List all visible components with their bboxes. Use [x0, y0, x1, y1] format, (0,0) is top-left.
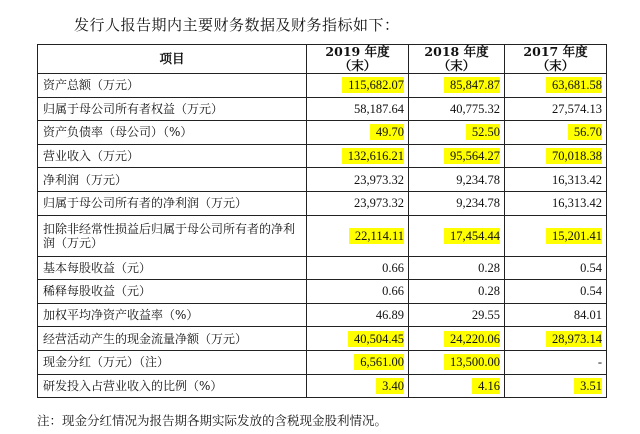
- row-value-cell: [307, 215, 409, 256]
- row-value: 0.28: [478, 284, 500, 299]
- row-value: 24,220.06: [444, 331, 500, 347]
- row-value-cell: [505, 280, 607, 304]
- row-value: 22,114.11: [349, 228, 404, 244]
- row-value: 63,681.58: [546, 77, 602, 93]
- table-row: [38, 144, 607, 168]
- row-value: -: [597, 355, 602, 370]
- table-row: [38, 215, 607, 256]
- row-value-cell: [505, 74, 607, 98]
- row-value-cell: [505, 350, 607, 374]
- row-value-cell: [307, 374, 409, 398]
- row-value-cell: [409, 215, 505, 256]
- row-value-cell: [505, 215, 607, 256]
- row-value-cell: [409, 350, 505, 374]
- row-value-cell: [409, 303, 505, 327]
- row-value-cell: [409, 280, 505, 304]
- row-value: 0.28: [478, 260, 500, 275]
- row-value-cell: [409, 374, 505, 398]
- row-label: 研发投入占营业收入的比例（%）: [38, 374, 307, 398]
- row-value: 9,234.78: [456, 172, 500, 187]
- row-value-cell: [409, 144, 505, 168]
- row-value: 46.89: [375, 308, 404, 323]
- row-value: 0.66: [382, 284, 404, 299]
- row-value: 13,500.00: [444, 354, 500, 370]
- row-label: 净利润（万元）: [38, 168, 307, 192]
- row-value: 15,201.41: [546, 228, 602, 244]
- row-value-cell: [409, 327, 505, 351]
- row-value-cell: [505, 303, 607, 327]
- row-value: 132,616.21: [342, 148, 404, 164]
- table-row: [38, 191, 607, 215]
- table-row: [38, 350, 607, 374]
- row-label: 经营活动产生的现金流量净额（万元）: [38, 327, 307, 351]
- row-value: 3.51: [574, 378, 602, 394]
- column-header-2017: 2017 年度（末）: [505, 45, 607, 74]
- row-value-cell: [505, 121, 607, 145]
- table-row: [38, 74, 607, 98]
- row-label: 营业收入（万元）: [38, 144, 307, 168]
- row-value-cell: [505, 191, 607, 215]
- table-header-row: [38, 45, 607, 74]
- row-value: 52.50: [466, 124, 500, 140]
- table-row: [38, 121, 607, 145]
- row-value: 6,561.00: [354, 354, 404, 370]
- column-header-2019: 2019 年度（末）: [307, 45, 409, 74]
- row-value: 0.54: [580, 260, 602, 275]
- row-value: 40,775.32: [450, 101, 500, 116]
- row-value: 49.70: [370, 124, 404, 140]
- section-heading: 发行人报告期内主要财务数据及财务指标如下：: [74, 16, 400, 34]
- row-label: 扣除非经常性损益后归属于母公司所有者的净利润（万元）: [38, 215, 307, 256]
- row-value-cell: [409, 168, 505, 192]
- row-value: 56.70: [568, 124, 602, 140]
- row-value-cell: [307, 144, 409, 168]
- row-value: 23,973.32: [354, 196, 404, 211]
- row-value-cell: [505, 256, 607, 280]
- row-value-cell: [307, 350, 409, 374]
- row-label: 资产总额（万元）: [38, 74, 307, 98]
- row-value: 0.66: [382, 260, 404, 275]
- row-value: 28,973.14: [546, 331, 602, 347]
- table-row: [38, 303, 607, 327]
- row-value: 3.40: [376, 378, 404, 394]
- table-row: [38, 374, 607, 398]
- row-value: 40,504.45: [348, 331, 404, 347]
- row-value: 23,973.32: [354, 172, 404, 187]
- row-label: 加权平均净资产收益率（%）: [38, 303, 307, 327]
- row-value: 4.16: [472, 378, 500, 394]
- row-value: 115,682.07: [342, 77, 404, 93]
- row-value-cell: [307, 97, 409, 121]
- table-row: [38, 256, 607, 280]
- row-value-cell: [307, 121, 409, 145]
- row-value-cell: [307, 256, 409, 280]
- row-value-cell: [409, 74, 505, 98]
- row-label: 归属于母公司所有者权益（万元）: [38, 97, 307, 121]
- row-value: 85,847.87: [444, 77, 500, 93]
- column-header-item: 项目: [38, 45, 307, 74]
- row-value: 16,313.42: [552, 196, 602, 211]
- row-label: 资产负债率（母公司）（%）: [38, 121, 307, 145]
- financial-data-table: [37, 44, 607, 398]
- row-label: 现金分红（万元）（注）: [38, 350, 307, 374]
- row-value: 58,187.64: [354, 101, 404, 116]
- column-header-2018: 2018 年度（末）: [409, 45, 505, 74]
- row-label: 稀释每股收益（元）: [38, 280, 307, 304]
- row-value-cell: [307, 303, 409, 327]
- row-value: 84.01: [573, 308, 602, 323]
- row-value: 95,564.27: [444, 148, 500, 164]
- row-value-cell: [307, 191, 409, 215]
- row-value-cell: [505, 374, 607, 398]
- row-value: 9,234.78: [456, 196, 500, 211]
- row-value-cell: [505, 327, 607, 351]
- row-value-cell: [409, 256, 505, 280]
- row-value-cell: [409, 97, 505, 121]
- row-value-cell: [409, 191, 505, 215]
- table-row: [38, 97, 607, 121]
- row-value: 29.55: [471, 308, 500, 323]
- table-row: [38, 280, 607, 304]
- row-value-cell: [409, 121, 505, 145]
- row-value-cell: [307, 280, 409, 304]
- row-label: 归属于母公司所有者的净利润（万元）: [38, 191, 307, 215]
- row-value: 70,018.38: [546, 148, 602, 164]
- row-value-cell: [505, 144, 607, 168]
- row-value: 27,574.13: [552, 101, 602, 116]
- row-value-cell: [307, 74, 409, 98]
- row-value: 0.54: [580, 284, 602, 299]
- row-label: 基本每股收益（元）: [38, 256, 307, 280]
- table-row: [38, 327, 607, 351]
- row-value-cell: [307, 327, 409, 351]
- row-value-cell: [505, 97, 607, 121]
- row-value: 17,454.44: [444, 228, 500, 244]
- table-row: [38, 168, 607, 192]
- footnote: 注：现金分红情况为报告期各期实际发放的含税现金股利情况。: [37, 413, 388, 428]
- row-value-cell: [307, 168, 409, 192]
- row-value-cell: [505, 168, 607, 192]
- row-value: 16,313.42: [552, 172, 602, 187]
